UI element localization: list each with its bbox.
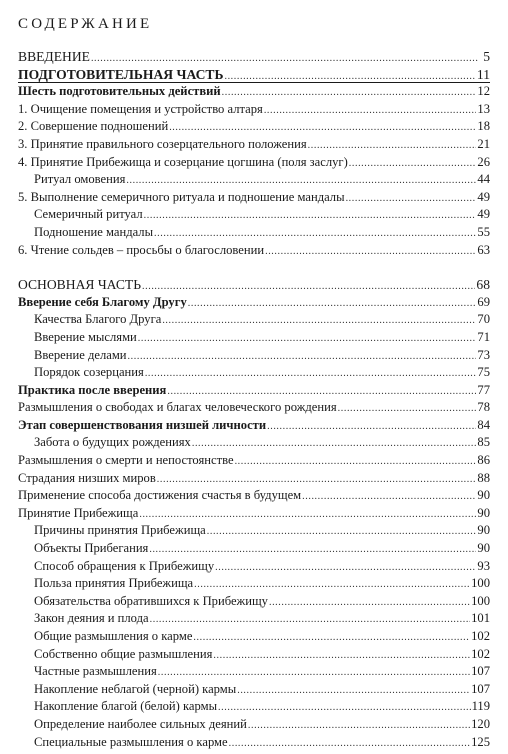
toc-entry [18, 276, 490, 294]
toc-entry-title: Практика после вверения [18, 382, 167, 397]
toc-entry-title: Применение способа достижения счастья в будущем [18, 488, 302, 503]
toc-entry-title: Порядок созерцания [34, 365, 144, 380]
toc-entry [18, 434, 490, 452]
dot-leader [349, 155, 477, 172]
toc-entry [18, 329, 490, 347]
toc-entry [18, 206, 490, 224]
toc-entry-page-number: 85 [477, 435, 490, 450]
toc-entry-page-number: 86 [477, 453, 490, 468]
dot-leader [149, 541, 476, 558]
toc-entry-page-number: 44 [477, 172, 490, 187]
toc-entry [18, 610, 490, 628]
toc-entry-title: Шесть подготовительных действий [18, 84, 221, 99]
toc-entry [18, 66, 490, 84]
dot-leader [91, 50, 479, 66]
toc-entry-page-number: 102 [471, 629, 490, 643]
toc-entry [18, 48, 490, 66]
toc-entry-page-number: 107 [471, 681, 490, 696]
toc-entry-page-number: 71 [477, 329, 490, 344]
toc-entry-page-number: 90 [477, 488, 490, 503]
dot-leader [215, 559, 476, 576]
toc-entry-page-number: 68 [476, 277, 490, 293]
toc-entry-page-number: 102 [471, 646, 490, 661]
toc-entry [18, 294, 490, 312]
toc-entry [18, 593, 490, 611]
toc-entry-page-number: 70 [477, 312, 490, 327]
toc-entry-page-number: 107 [471, 664, 490, 679]
toc-entry-page-number: 77 [477, 382, 490, 397]
toc-entry-title: Объекты Прибегания [34, 541, 149, 556]
dot-leader [267, 418, 476, 435]
toc-entry-page-number: 84 [477, 417, 490, 432]
toc-entry [18, 118, 490, 136]
dot-leader [213, 647, 470, 664]
toc-entry-page-number: 55 [477, 224, 490, 239]
toc-entry [18, 83, 490, 101]
toc-entry-page-number: 90 [477, 523, 490, 538]
toc-entry [18, 154, 490, 172]
toc-entry-title: Общие размышления о карме [34, 629, 193, 643]
toc-entry-title: Подношение мандалы [34, 224, 154, 239]
toc-entry-page-number: 90 [477, 541, 490, 556]
dot-leader [235, 453, 477, 470]
dot-leader [150, 611, 470, 628]
toc-entry-page-number: 93 [477, 558, 490, 573]
toc-entry-title: Определение наиболее сильных деяний [34, 716, 247, 731]
toc-entry [18, 417, 490, 435]
toc-entry-title: Этап совершенствования низшей личности [18, 417, 267, 432]
toc-entry-title: Польза принятия Прибежища [34, 576, 194, 591]
page-title: СОДЕРЖАНИЕ [18, 16, 153, 32]
toc-entry [18, 540, 490, 558]
toc-entry-title: 1. Очищение помещения и устройство алтаря [18, 101, 263, 116]
toc-entry [18, 575, 490, 593]
table-of-contents [18, 48, 490, 751]
toc-entry-page-number: 75 [477, 365, 490, 380]
toc-entry [18, 171, 490, 189]
dot-leader [193, 629, 470, 646]
toc-entry-page-number: 73 [477, 347, 490, 362]
toc-entry-page-number: 49 [477, 189, 490, 204]
toc-entry-title: ПОДГОТОВИТЕЛЬНАЯ ЧАСТЬ [18, 66, 224, 82]
toc-entry-title: Размышления о свободах и благах человеческого рождения [18, 400, 337, 415]
toc-entry-title: Качества Благого Друга [34, 312, 162, 327]
toc-entry-page-number: 119 [471, 699, 490, 714]
toc-entry-page-number: 100 [471, 593, 490, 608]
toc-entry-page-number: 5 [483, 49, 490, 64]
toc-entry-title: Специальные размышления о карме [34, 734, 228, 749]
dot-leader [138, 330, 477, 347]
toc-entry-page-number: 63 [477, 242, 490, 257]
toc-entry [18, 646, 490, 664]
toc-entry-title: Собственно общие размышления [34, 646, 213, 661]
toc-entry-title: 3. Принятие правильного созерцательного положения [18, 136, 307, 151]
toc-entry-title: 4. Принятие Прибежища и созерцание цогшина (поля заслуг) [18, 154, 348, 169]
dot-leader [158, 664, 470, 681]
toc-entry [18, 734, 490, 752]
toc-entry [18, 242, 490, 260]
toc-entry-title: Семеричный ритуал [34, 207, 143, 222]
toc-entry-title: 5. Выполнение семеричного ритуала и подношение мандалы [18, 189, 345, 204]
toc-entry-title: Накопление неблагой (черной) кармы [34, 681, 237, 696]
dot-leader [346, 190, 477, 207]
toc-entry-title: Вверение делами [34, 347, 127, 362]
toc-entry-title: ОСНОВНАЯ ЧАСТЬ [18, 277, 142, 293]
toc-entry [18, 681, 490, 699]
toc-entry-title: Обязательства обратившихся к Прибежищу [34, 593, 268, 608]
dot-leader [192, 435, 477, 452]
dot-leader [224, 68, 475, 84]
toc-entry-title: Забота о будущих рождениях [34, 435, 191, 450]
dot-leader [142, 278, 475, 294]
toc-entry-title: Вверение мыслями [34, 329, 137, 344]
toc-entry [18, 522, 490, 540]
toc-entry-page-number: 78 [477, 400, 490, 415]
dot-leader [269, 594, 470, 611]
toc-entry [18, 505, 490, 523]
toc-entry [18, 558, 490, 576]
dot-leader [126, 172, 476, 189]
dot-leader [308, 137, 477, 154]
dot-leader [145, 365, 477, 382]
dot-leader [188, 295, 477, 312]
toc-entry-title: 2. Совершение подношений [18, 119, 169, 134]
toc-entry-title: Закон деяния и плода [34, 611, 149, 626]
toc-entry-title: Накопление благой (белой) кармы [34, 699, 218, 714]
dot-leader [218, 699, 471, 716]
toc-entry [18, 136, 490, 154]
toc-entry [18, 698, 490, 716]
toc-entry-page-number: 49 [477, 207, 490, 222]
toc-entry [18, 452, 490, 470]
toc-entry [18, 716, 490, 734]
toc-entry-title: Принятие Прибежища [18, 505, 139, 520]
toc-entry [18, 364, 490, 382]
toc-entry-page-number: 26 [477, 154, 490, 169]
dot-leader [157, 471, 477, 488]
dot-leader [167, 383, 476, 400]
toc-entry [18, 101, 490, 119]
dot-leader [237, 682, 470, 699]
toc-entry [18, 663, 490, 681]
toc-entry-page-number: 21 [477, 136, 490, 151]
dot-leader [128, 348, 477, 365]
toc-entry-page-number: 90 [477, 505, 490, 520]
toc-entry-title: Частные размышления [34, 664, 157, 679]
toc-entry [18, 347, 490, 365]
toc-entry [18, 382, 490, 400]
toc-entry-page-number: 88 [477, 470, 490, 485]
toc-entry-page-number: 120 [471, 716, 490, 731]
toc-entry [18, 189, 490, 207]
toc-entry-title: Способ обращения к Прибежищу [34, 558, 215, 573]
dot-leader [154, 225, 476, 242]
dot-leader [169, 119, 476, 136]
dot-leader [338, 400, 477, 417]
toc-entry [18, 311, 490, 329]
dot-leader [265, 243, 476, 260]
dot-leader [229, 735, 470, 752]
toc-entry-page-number: 69 [477, 294, 490, 309]
dot-leader [222, 84, 477, 101]
toc-entry [18, 399, 490, 417]
dot-leader [248, 717, 470, 734]
toc-entry-page-number: 12 [477, 84, 490, 99]
toc-entry-title: Вверение себя Благому Другу [18, 294, 187, 309]
dot-leader [264, 102, 477, 119]
toc-entry-title: Страдания низших миров [18, 470, 156, 485]
toc-entry-page-number: 100 [471, 576, 490, 591]
toc-entry [18, 487, 490, 505]
dot-leader [139, 506, 476, 523]
toc-entry-page-number: 125 [471, 734, 490, 749]
dot-leader [302, 488, 476, 505]
toc-entry-page-number: 13 [477, 101, 490, 116]
dot-leader [144, 207, 477, 224]
toc-entry [18, 224, 490, 242]
toc-entry [18, 628, 490, 646]
toc-entry-title: 6. Чтение сольдев – просьбы о благословении [18, 242, 265, 257]
toc-entry-title: Размышления о смерти и непостоянстве [18, 453, 234, 468]
toc-entry-title: Ритуал омовения [34, 172, 126, 187]
toc-entry-page-number: 18 [477, 119, 490, 134]
dot-leader [207, 523, 477, 540]
dot-leader [162, 312, 476, 329]
toc-entry-title: ВВЕДЕНИЕ [18, 49, 90, 64]
dot-leader [194, 576, 470, 593]
toc-entry [18, 470, 490, 488]
toc-entry-title: Причины принятия Прибежища [34, 523, 206, 538]
toc-entry-page-number: 11 [476, 66, 490, 82]
toc-entry-page-number: 101 [471, 611, 490, 626]
